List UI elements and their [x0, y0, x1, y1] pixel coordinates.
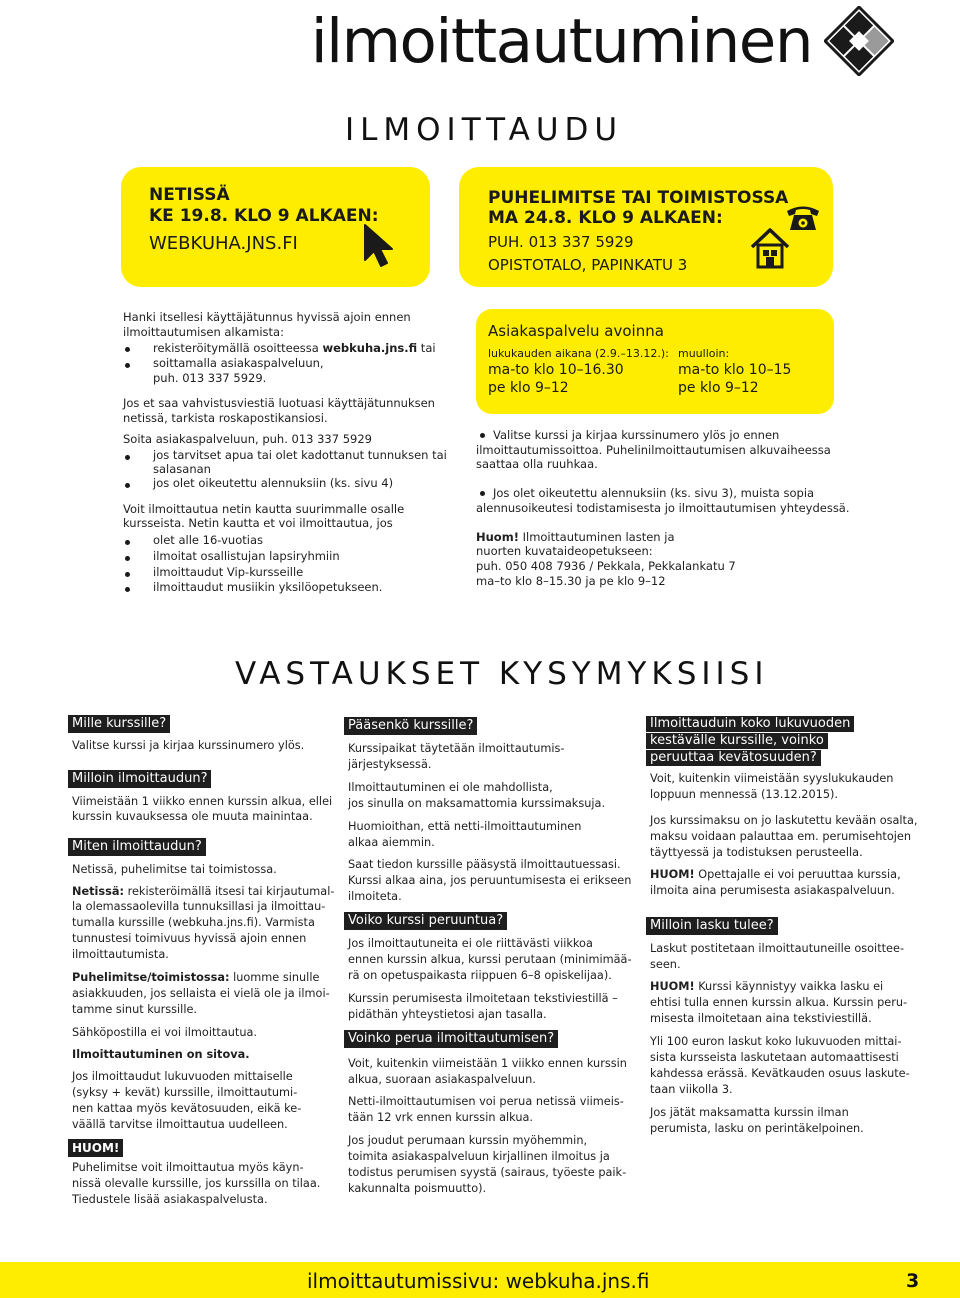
answer-text: Yli 100 euron laskut koko lukuvuoden mittai-: [650, 1035, 902, 1048]
text-line: saattaa olla ruuhkaa.: [476, 457, 598, 471]
office-address: OPISTOTALO, PAPINKATU 3: [488, 256, 688, 274]
service-other-label: muulloin:: [678, 347, 730, 360]
answer-text: ilmoittautumista.: [72, 948, 169, 961]
bullet: [480, 491, 485, 496]
text-line: netissä, tarkista roskapostikansiosi.: [123, 411, 328, 425]
answer-text: Netissä, puhelimitse tai toimistossa.: [72, 863, 277, 876]
answer-text: Viimeistään 1 viikko ennen kurssin alkua, ellei: [72, 795, 333, 808]
answer-text: Netti-ilmoittautumisen voi perua netissä viimeis-: [348, 1095, 624, 1108]
list-item: ilmoittaudut Vip-kursseille: [153, 565, 304, 579]
service-other-hours: ma-to klo 10–15: [678, 362, 792, 378]
text-line: Soita asiakaspalveluun, puh. 013 337 5929: [123, 432, 372, 446]
question-label: Pääsenkö kurssille?: [344, 717, 477, 735]
list-item: jos tarvitset apua tai olet kadottanut tunnuksen tai: [153, 448, 447, 462]
text-line: Valitse kurssi ja kirjaa kurssinumero ylös jo ennen: [493, 428, 780, 442]
question-label: peruuttaa kevätosuuden?: [646, 750, 821, 766]
answer-text: Jos ilmoittautuneita ei ole riittävästi viikkoa: [348, 937, 593, 950]
answer-text: Valitse kurssi ja kirjaa kurssinumero ylös.: [72, 739, 305, 752]
answer-text: sista kursseista laskutetaan automaattisesti: [650, 1051, 899, 1064]
answer-text: loppuun mennessä (13.12.2015).: [650, 788, 839, 801]
answer-text: Saat tiedon kurssille pääsystä ilmoittautuessasi.: [348, 858, 621, 871]
bullet: [125, 572, 130, 577]
question-label: Milloin ilmoittaudun?: [68, 770, 211, 788]
answer-text: tumalla kurssille (webkuha.jns.fi). Varmista: [72, 916, 315, 929]
answer-text: perumista, lasku on perintäkelpoinen.: [650, 1122, 864, 1135]
answer-text: järjestyksessä.: [348, 758, 432, 771]
answer-text: Tiedustele lisää asiakaspalvelusta.: [72, 1193, 268, 1206]
answer-text: kakunnalta poismuutto).: [348, 1182, 487, 1195]
huom-label: HUOM!: [68, 1139, 123, 1157]
page-title: ilmoittautuminen: [310, 6, 812, 77]
list-item: olet alle 16-vuotias: [153, 533, 263, 547]
list-item: salasanan: [153, 462, 211, 476]
list-item: jos olet oikeutettu alennuksiin (ks. sivu 4): [153, 476, 394, 490]
answer-text: seen.: [650, 958, 681, 971]
answer-text: Kurssi alkaa aina, jos peruuntumisesta ei erikseen: [348, 874, 632, 887]
answer-text: toimita asiakaspalveluun kirjallinen ilmoitus ja: [348, 1150, 610, 1163]
answer-text: la olemassaolevilla tunnuksillasi ja ilmoittau-: [72, 900, 326, 913]
answer-text: ennen kurssin alkua, kurssi perutaan (minimimää-: [348, 953, 632, 966]
answer-text: tunnustesi toimivuus hyvissä ajoin ennen: [72, 932, 307, 945]
answer-text: Puhelimitse voit ilmoittautua myös käyn-: [72, 1161, 304, 1174]
footer-link[interactable]: ilmoittautumissivu: webkuha.jns.fi: [307, 1269, 650, 1293]
list-item: ilmoitat osallistujan lapsiryhmiin: [153, 549, 340, 563]
online-line2: KE 19.8. KLO 9 ALKAEN:: [149, 206, 379, 226]
answer-text: HUOM! Opettajalle ei voi peruuttaa kurssia,: [650, 868, 901, 881]
answer-text: Ilmoittautuminen ei ole mahdollista,: [348, 781, 553, 794]
answer-text: Huomioithan, että netti-ilmoittautuminen: [348, 820, 582, 833]
answer-text: Laskut postitetaan ilmoittautuneille osoittee-: [650, 942, 905, 955]
text-line: alennusoikeutesi todistamisesta jo ilmoittautumisen yhteydessä.: [476, 501, 850, 515]
question-label: Voiko kurssi peruuntua?: [344, 912, 507, 930]
answer-text: Puhelimitse/toimistossa: luomme sinulle: [72, 971, 320, 984]
bullet: [125, 540, 130, 545]
answer-text: nen kattaa myös kevätosuuden, eikä ke-: [72, 1102, 302, 1115]
bullet: [125, 483, 130, 488]
question-label: Miten ilmoittaudun?: [68, 838, 206, 856]
text-line: Hanki itsellesi käyttäjätunnus hyvissä ajoin ennen: [123, 310, 411, 324]
text-line: Huom! Ilmoittautuminen lasten ja: [476, 530, 675, 544]
phone-line1: PUHELIMITSE TAI TOIMISTOSSA: [488, 188, 789, 208]
list-item: ilmoittaudut musiikin yksilöopetukseen.: [153, 580, 383, 594]
text-line: ma–to klo 8–15.30 ja pe klo 9–12: [476, 574, 666, 588]
question-label: Ilmoittauduin koko lukuvuoden: [646, 716, 854, 732]
bullet: [125, 556, 130, 561]
service-other-friday: pe klo 9–12: [678, 380, 759, 396]
answer-text: Voit, kuitenkin viimeistään syyslukukauden: [650, 772, 894, 785]
bullet: [480, 433, 485, 438]
question-label: kestävälle kurssille, voinko: [646, 733, 828, 749]
answer-text: pidäthän yhteystietosi ajan tasalla.: [348, 1008, 547, 1021]
answer-text: Sähköpostilla ei voi ilmoittautua.: [72, 1026, 258, 1039]
answer-text: Netissä: rekisteröimällä itsesi tai kirjautumal-: [72, 885, 335, 898]
question-label: Milloin lasku tulee?: [646, 917, 778, 935]
answer-text: tamme sinut kurssille.: [72, 1003, 197, 1016]
answer-text: tään 12 vrk ennen kurssin alkua.: [348, 1111, 534, 1124]
service-term-hours: ma-to klo 10–16.30: [488, 362, 624, 378]
bullet: [125, 347, 130, 352]
answer-text: ilmoiteta.: [348, 890, 402, 903]
bullet: [125, 587, 130, 592]
text-line: Voit ilmoittautua netin kautta suurimmalle osalle: [123, 502, 405, 516]
logo-mark-icon: [824, 6, 894, 76]
text-line: ilmoittautumissoittoa. Puhelinilmoittautumisen alkuvaiheessa: [476, 443, 831, 457]
answer-text: Voit, kuitenkin viimeistään 1 viikko ennen kurssin: [348, 1057, 627, 1070]
answer-text: Jos joudut perumaan kurssin myöhemmin,: [348, 1134, 588, 1147]
answer-text: alkua, suoraan asiakaspalveluun.: [348, 1073, 536, 1086]
section-heading-vastaukset: VASTAUKSET KYSYMYKSIISI: [235, 656, 769, 692]
answer-text: Jos ilmoittaudut lukuvuoden mittaiselle: [72, 1070, 293, 1083]
answer-text: asiakkuuden, jos sellaista ei vielä ole ja ilmoi-: [72, 987, 330, 1000]
text-line: kursseista. Netin kautta et voi ilmoittautua, jos: [123, 516, 393, 530]
answer-text: misesta ilmoitetaan aina tekstiviestillä.: [650, 1012, 872, 1025]
answer-text: Jos kurssimaksu on jo laskutettu kevään osalta,: [650, 814, 918, 827]
answer-text: (syksy + kevät) kurssille, ilmoittautumi-: [72, 1086, 298, 1099]
answer-text: alkaa aiemmin.: [348, 836, 435, 849]
text-line: nuorten kuvataideopetukseen:: [476, 544, 653, 558]
list-item: soittamalla asiakaspalveluun,: [153, 356, 324, 370]
service-term-friday: pe klo 9–12: [488, 380, 569, 396]
question-label: Mille kurssille?: [68, 715, 170, 733]
online-line1: NETISSÄ: [149, 185, 230, 205]
answer-text: ilmoita aina perumisesta asiakaspalveluun.: [650, 884, 895, 897]
answer-text: HUOM! Kurssi käynnistyy vaikka lasku ei: [650, 980, 884, 993]
cursor-arrow-icon: [362, 222, 396, 268]
text-line: Jos olet oikeutettu alennuksiin (ks. sivu 3), muista sopia: [493, 486, 815, 500]
phone-number: PUH. 013 337 5929: [488, 233, 634, 251]
list-item: rekisteröitymällä osoitteessa webkuha.jns.fi tai: [153, 341, 436, 355]
answer-text: todistus perumisen syystä (sairaus, työeste paik-: [348, 1166, 627, 1179]
answer-text: maksu voidaan palauttaa em. perumisehtojen: [650, 830, 912, 843]
answer-text: ehtisi tulla ennen kurssin alkua. Kurssin peru-: [650, 996, 908, 1009]
text-line: puh. 050 408 7936 / Pekkala, Pekkalankatu 7: [476, 559, 736, 573]
text-line: Jos et saa vahvistusviestiä luotuasi käyttäjätunnuksen: [123, 396, 435, 410]
page-number: 3: [906, 1270, 920, 1292]
bullet: [125, 455, 130, 460]
bullet: [125, 363, 130, 368]
answer-text: täyttyessä ja todistuksen perusteella.: [650, 846, 863, 859]
answer-text: nissä olevalle kurssille, jos kurssilla on tilaa.: [72, 1177, 321, 1190]
phone-line2: MA 24.8. KLO 9 ALKAEN:: [488, 208, 723, 228]
house-icon: [749, 226, 791, 270]
service-term-label: lukukauden aikana (2.9.–13.12.):: [488, 347, 669, 360]
answer-text: jos sinulla on maksamattomia kurssimaksuja.: [348, 797, 606, 810]
text-line: ilmoittautumisen alkamista:: [123, 325, 284, 339]
online-url[interactable]: WEBKUHA.JNS.FI: [149, 233, 298, 254]
answer-text: taan viikolla 3.: [650, 1083, 733, 1096]
list-item: puh. 013 337 5929.: [153, 371, 267, 385]
answer-text: Kurssipaikat täytetään ilmoittautumis-: [348, 742, 565, 755]
answer-text: Ilmoittautuminen on sitova.: [72, 1048, 250, 1061]
answer-text: rä on opetuspaikasta riippuen 6–8 opiskelijaa).: [348, 969, 612, 982]
answer-text: Kurssin perumisesta ilmoitetaan tekstiviestillä –: [348, 992, 618, 1005]
answer-text: Jos jätät maksamatta kurssin ilman: [650, 1106, 849, 1119]
answer-text: kahdessa erässä. Kevätkauden osuus laskute-: [650, 1067, 910, 1080]
question-label: Voinko perua ilmoittautumisen?: [344, 1030, 558, 1048]
answer-text: väällä tarvitse ilmoittautua uudelleen.: [72, 1118, 288, 1131]
answer-text: kurssin kuvauksessa ole muuta mainintaa.: [72, 810, 313, 823]
section-heading-ilmoittaudu: ILMOITTAUDU: [345, 112, 624, 148]
service-title: Asiakaspalvelu avoinna: [488, 322, 664, 340]
